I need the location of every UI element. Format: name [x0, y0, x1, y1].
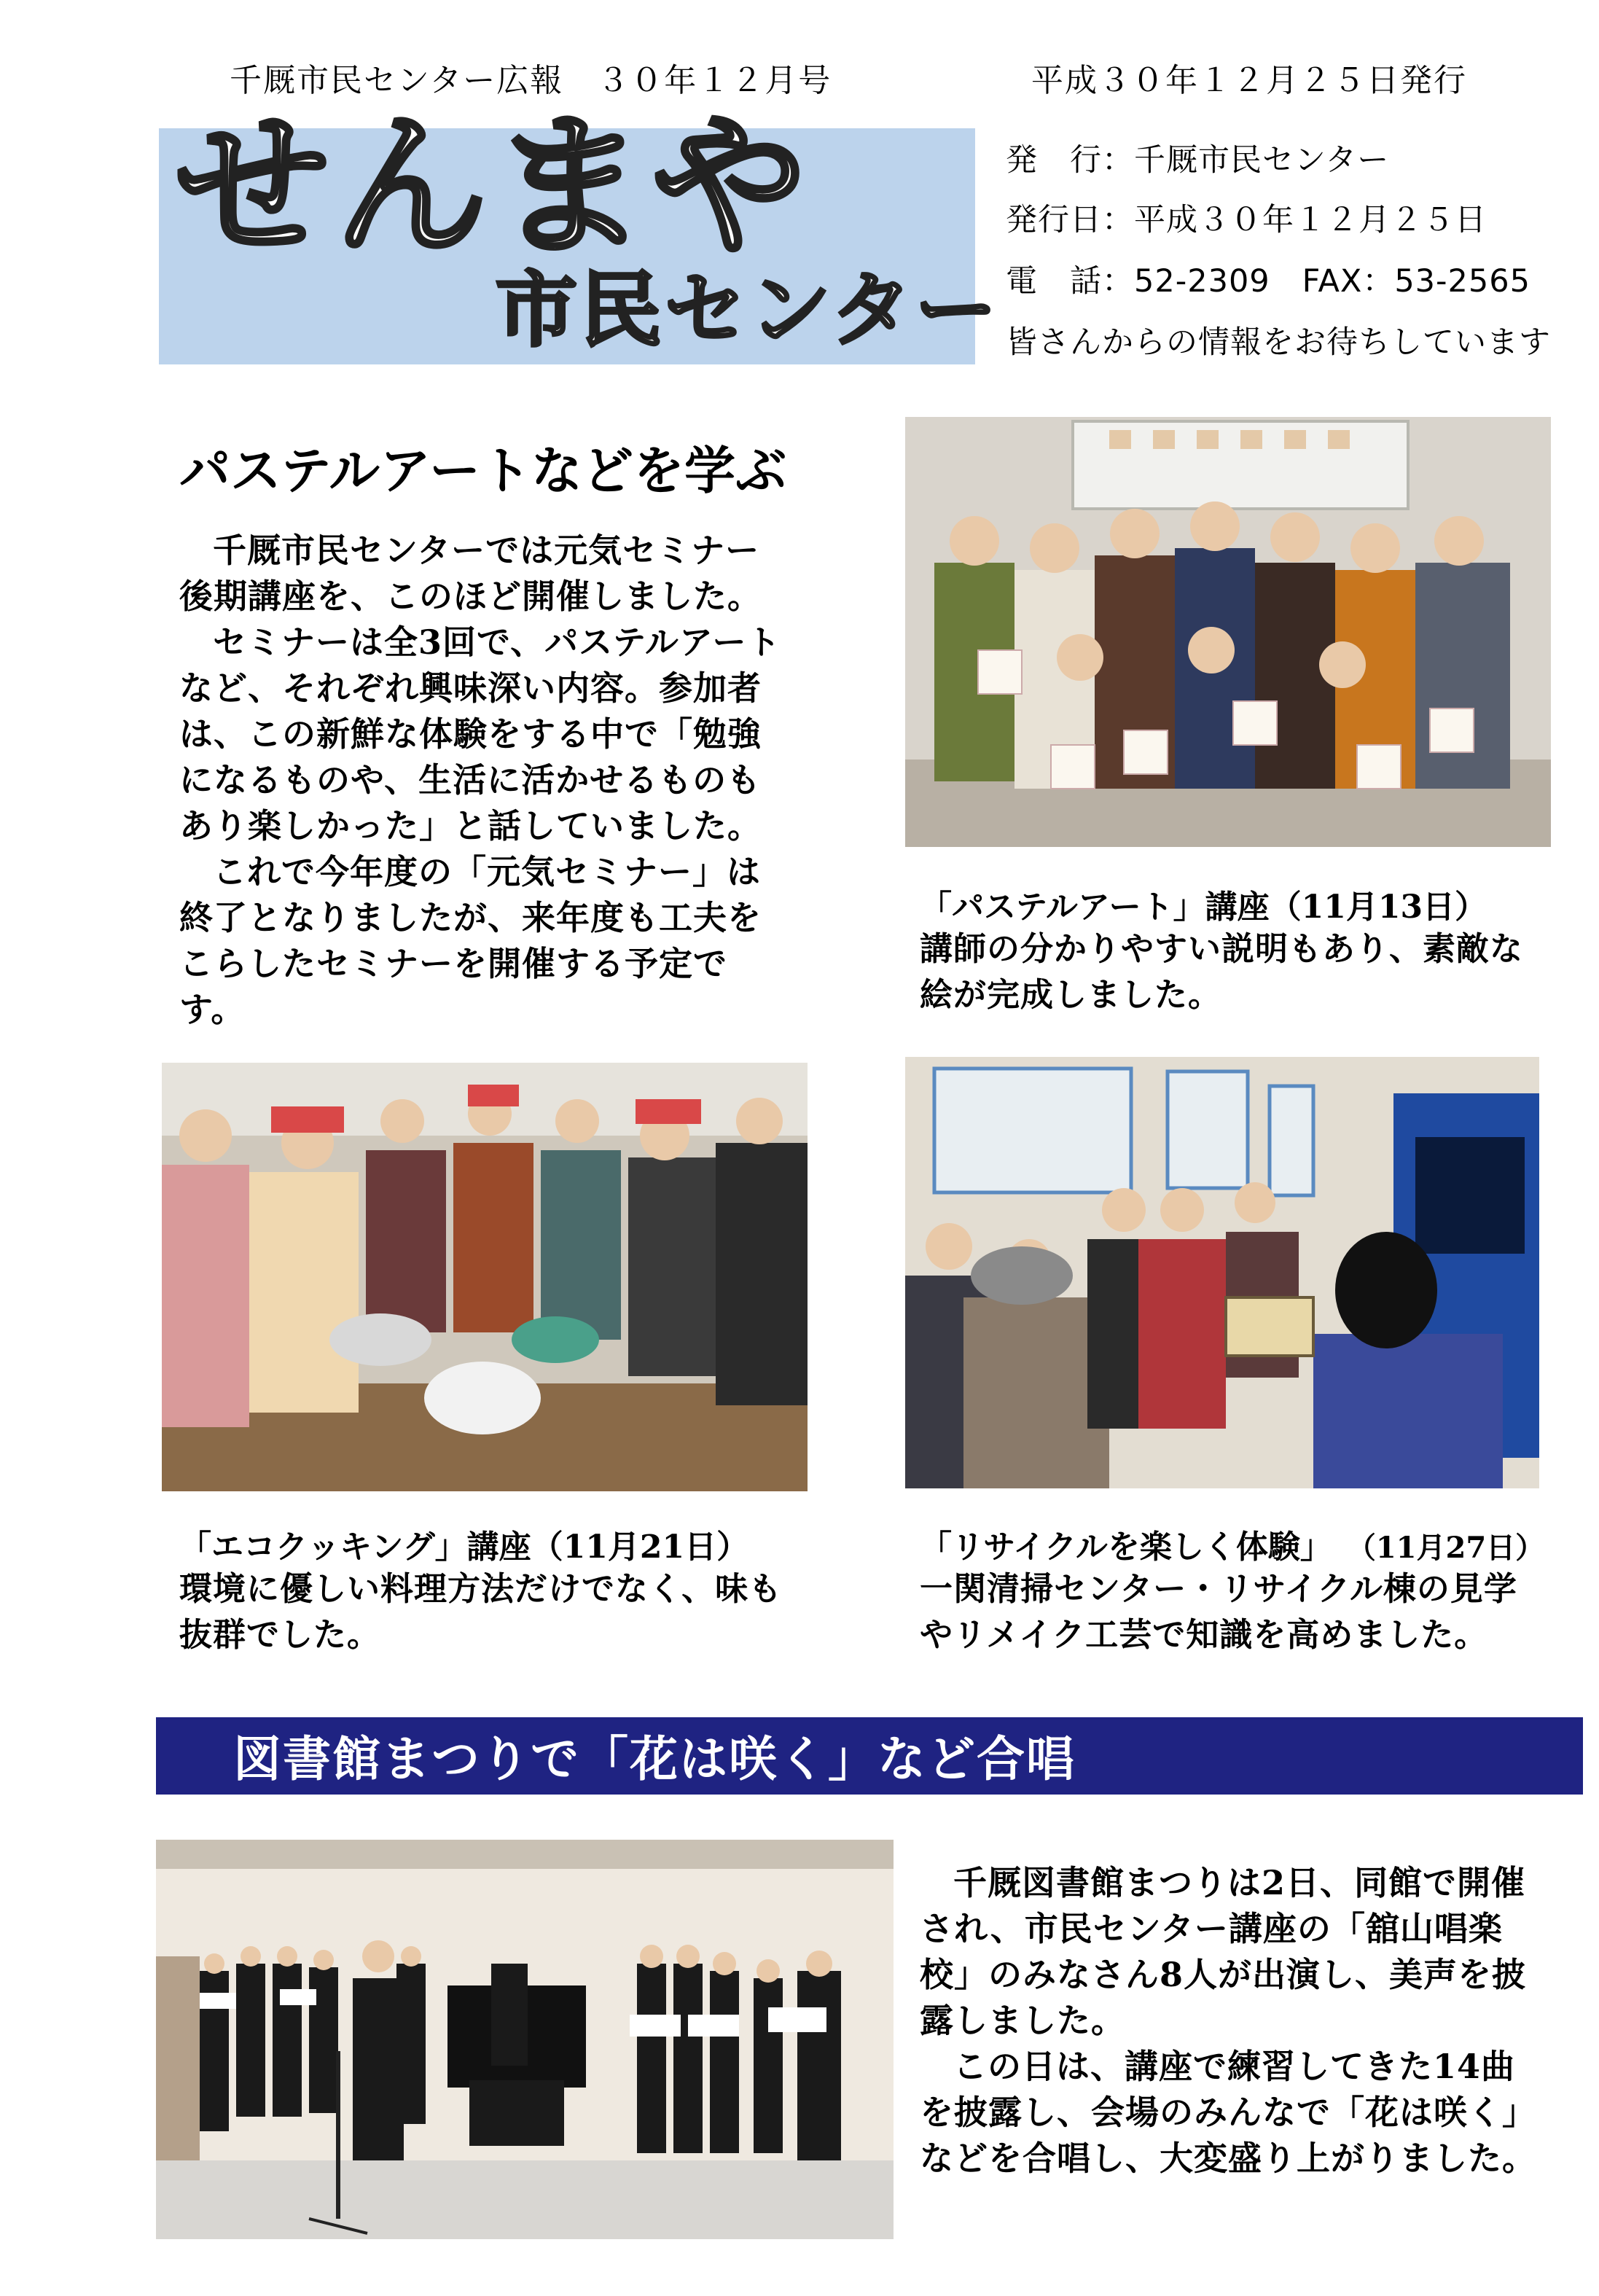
library-festival-title: 図書館まつりで「花は咲く」など合唱	[233, 1731, 1076, 1787]
pastel-caption-title: 「パステルアート」講座（11月13日）	[920, 889, 1487, 926]
article1-paragraph: 千厩市民センターでは元気セミナー後期講座を、このほど開催しました。	[179, 531, 762, 617]
cooking-caption-title: 「エコクッキング」講座（11月21日）	[179, 1528, 749, 1566]
article1-paragraph: セミナーは全3回で、パステルアートなど、それぞれ興味深い内容。参加者は、この新鮮な体験をする中で「勉強になるものや、生活に活かせるものもあり楽しかった」と話していました。	[179, 622, 781, 846]
issue-date: 平成３０年１２月２５日発行	[1031, 62, 1467, 99]
recycle-caption-title: 「リサイクルを楽しく体験」 （11月27日）	[920, 1528, 1545, 1566]
article1-body	[179, 528, 791, 1033]
recycle-photo	[905, 1057, 1539, 1488]
masthead-subtitle: 市民センター	[496, 263, 1000, 358]
article2-paragraph: この日は、講座で練習してきた14曲を披露し、会場のみんなで「花は咲く」などを合唱し、大変盛り上がりました。	[920, 2047, 1536, 2179]
cooking-caption-text: 環境に優しい料理方法だけでなく、味も抜群でした。	[179, 1569, 783, 1654]
article1-title: パステルアートなどを学ぶ	[179, 441, 786, 501]
masthead-title: せんまや	[175, 96, 810, 276]
choir-photo	[156, 1840, 894, 2239]
article2-body	[920, 1860, 1539, 2182]
pastel-art-photo	[905, 417, 1551, 847]
recycle-caption-text: 一関清掃センター・リサイクル棟の見学やリメイク工芸で知識を高めました。	[920, 1569, 1517, 1654]
article2-paragraph: 千厩図書館まつりは2日、同館で開催され、市民センター講座の「舘山唱楽校」のみなさん8人が出演し、美声を披露しました。	[920, 1863, 1527, 2041]
pastel-caption-text: 講師の分かりやすい説明もあり、素敵な絵が完成しました。	[920, 929, 1524, 1014]
issued-line: 発行日：平成３０年１２月２５日	[1006, 202, 1487, 238]
cooking-photo	[162, 1063, 808, 1491]
publisher-line: 発 行：千厩市民センター	[1006, 142, 1390, 179]
issue-label: 千厩市民センター広報 ３０年１２月号	[230, 62, 832, 99]
note-line: 皆さんからの情報をお待ちしています	[1006, 324, 1551, 361]
contact-line: 電 話：52-2309 FAX：53-2565	[1006, 263, 1530, 300]
article1-paragraph: これで今年度の「元気セミナー」は終了となりましたが、来年度も工夫をこらしたセミナーを開催する予定です。	[179, 852, 762, 1030]
